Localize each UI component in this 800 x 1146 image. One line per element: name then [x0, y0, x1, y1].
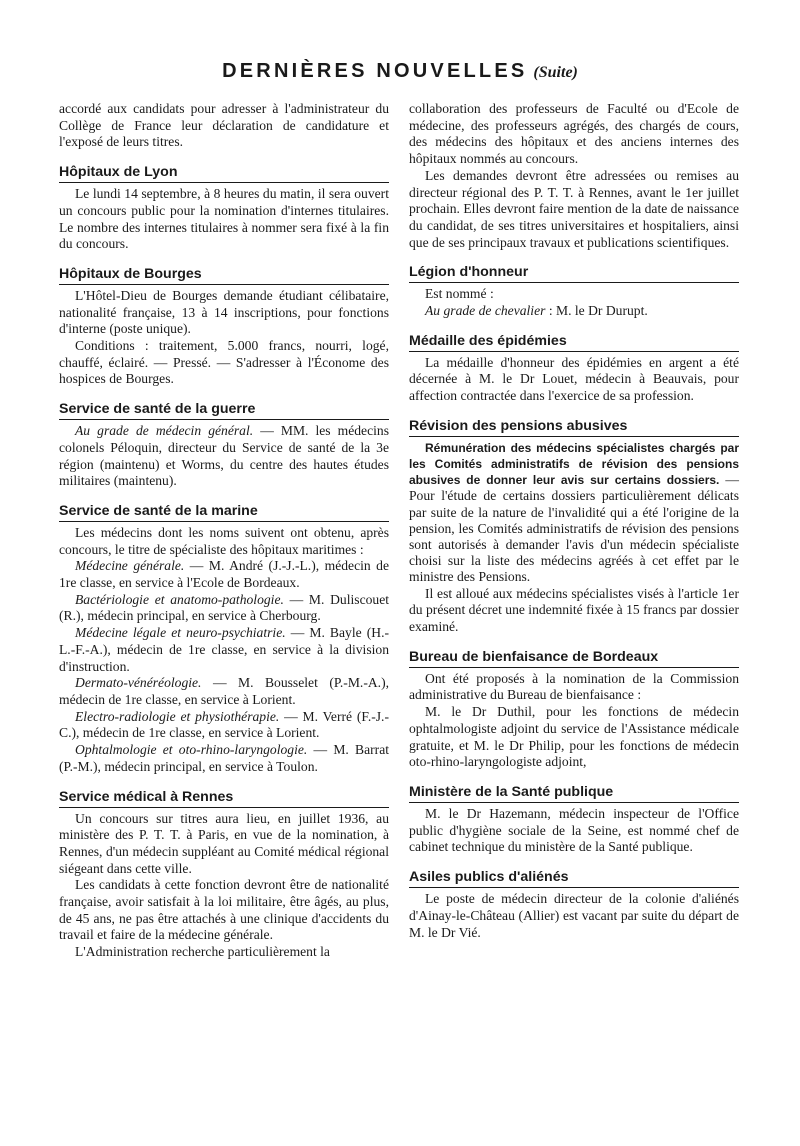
specialty-label: Electro-radiologie et physiothérapie. [75, 708, 280, 724]
specialty-text: — M. Bousselet (P.-M.-A.), médecin de 1re classe, en service à Lorient. [59, 675, 389, 707]
specialty-text: — M. Verré (F.-J.-C.), médecin de 1re classe, en service à Lorient. [59, 708, 389, 741]
specialty-label: Ophtalmologie et oto-rhino-laryngologie. [75, 742, 308, 758]
section-text: Ont été proposés à la nomination de la Commission administrative du Bureau de bienfaisance : [409, 670, 739, 703]
section-text: Le lundi 14 septembre, à 8 heures du matin, il sera ouvert un concours public pour la nomination d'internes titulaires. Le nombre des internes titulaires à nommer sera fixé à la fin du concours. [59, 186, 389, 252]
section-text: Les candidats à cette fonction devront être de nationalité française, avoir satisfait à la loi militaire, être âgés, au plus, de 45 ans, ne pas être attachés à une clinique d'accidents du travail et faire de la médecine générale. [59, 877, 389, 943]
section-heading: Service de santé de la marine [59, 503, 389, 522]
section-heading: Légion d'honneur [409, 264, 739, 283]
section-asiles-alienes [409, 869, 739, 941]
section-heading: Service de santé de la guerre [59, 401, 389, 420]
specialty-text: — M. Bayle (H.-L.-F.-A.), médecin de 1re classe, en service à la division d'instruction. [59, 625, 389, 674]
section-heading: Service médical à Rennes [59, 789, 389, 808]
page-header [0, 60, 800, 83]
section-heading: Ministère de la Santé publique [409, 784, 739, 803]
continued-paragraph: collaboration des professeurs de Faculté ou d'Ecole de médecine, des professeurs agrégés, des chargés de cours, des médecins des hôpitaux et des anciens internes des hôpitaux nommés au concours. [409, 101, 739, 167]
specialty-label: Bactériologie et anatomo-pathologie. [75, 591, 284, 607]
grade-text: — MM. les médecins colonels Péloquin, directeur du Service de santé de la 3e région (maintenu) et Worms, du centre des hautes études militaires (maintenu). [59, 423, 389, 489]
list-item [59, 742, 389, 775]
section-medaille-epidemies [409, 333, 739, 405]
section-text [409, 303, 739, 320]
grade-label: Au grade de chevalier [425, 303, 546, 319]
bold-lead: Rémunération des médecins spécialistes chargés par les Comités administratifs de révision des pensions abusives de donner leur avis sur certains dossiers. [409, 440, 739, 488]
section-hopitaux-lyon [59, 164, 389, 253]
section-text: La médaille d'honneur des épidémies en argent a été décernée à M. le Dr Louet, médecin à Beauvais, pour affection contractée dans l'exercice de sa profession. [409, 354, 739, 404]
lead-text: — Pour l'étude de certains dossiers particulièrement délicats par suite de la nature de l'invalidité qui a été l'origine de la pension, les Comités administratifs de révision des pensions sont autorisés à demander l'avis d'un médecin spécialiste choisi sur la liste des médecins agréés à cet effet par le ministre des Pensions. [409, 472, 739, 585]
specialty-text: — M. Barrat (P.-M.), médecin principal, en service à Toulon. [59, 742, 389, 774]
section-heading: Asiles publics d'aliénés [409, 869, 739, 888]
section-bureau-bienfaisance [409, 649, 739, 771]
section-text: Est nommé : [425, 286, 494, 302]
section-text [59, 423, 389, 490]
section-ministere-sante [409, 784, 739, 856]
list-item [59, 592, 389, 625]
section-text: Il est alloué aux médecins spécialistes visés à l'article 1er du présent décret une indemnité fixée à 15 francs par dossier examiné. [409, 585, 739, 635]
list-item [59, 675, 389, 708]
right-column [409, 101, 739, 941]
left-column [59, 101, 389, 961]
list-item [59, 558, 389, 591]
page-title: DERNIÈRES NOUVELLES [222, 60, 528, 82]
section-text: Conditions : traitement, 5.000 francs, nourri, logé, chauffé, éclairé. — Pressé. — S'adresser à l'Économe des hospices de Bourges. [59, 338, 389, 387]
section-sante-marine [59, 503, 389, 776]
grade-label: Au grade de médecin général. [75, 423, 254, 439]
section-hopitaux-bourges [59, 266, 389, 388]
specialty-label: Médecine légale et neuro-psychiatrie. [75, 625, 286, 641]
section-service-rennes [59, 789, 389, 961]
section-heading: Bureau de bienfaisance de Bordeaux [409, 649, 739, 668]
section-text: Un concours sur titres aura lieu, en juillet 1936, au ministère des P. T. T. à Paris, en vue de la nomination, à Rennes, d'un médecin suppléant au Comité médical régional siégeant dans cette ville. [59, 810, 389, 876]
section-revision-pensions [409, 418, 739, 636]
continued-paragraph: Les demandes devront être adressées ou remises au directeur régional des P. T. T. à Rennes, avant le 1er juillet prochain. Elles devront faire mention de la date de naissance du candidat, de ses titres universitaires et hospitaliers, ainsi que de ses principaux travaux et publications scientifiques. [409, 167, 739, 250]
section-text: M. le Dr Duthil, pour les fonctions de médecin ophtalmologiste adjoint du service de l'Assistance médicale gratuite, et M. le Dr Philip, pour les fonctions de médecin oto-rhino-laryngologiste adjoint, [409, 704, 739, 770]
section-text: L'Hôtel-Dieu de Bourges demande étudiant célibataire, nationalité française, 13 à 14 inscriptions, pour fonctions d'interne (poste unique). [59, 287, 389, 337]
section-heading: Hôpitaux de Bourges [59, 266, 389, 285]
section-legion-honneur [409, 264, 739, 319]
specialty-text: — M. Duliscouet (R.), médecin principal, en service à Cherbourg. [59, 591, 390, 624]
section-text [409, 440, 739, 586]
section-heading: Révision des pensions abusives [409, 418, 739, 437]
intro-paragraph: accordé aux candidats pour adresser à l'administrateur du Collège de France leur déclaration de candidature et l'exposé de leurs titres. [59, 101, 389, 150]
page-subtitle: (Suite) [533, 64, 578, 81]
section-text: Les médecins dont les noms suivent ont obtenu, après concours, le titre de spécialiste des hôpitaux maritimes : [59, 524, 389, 557]
list-item [59, 709, 389, 742]
specialty-text: — M. André (J.-J.-L.), médecin de 1re classe, en service à l'Ecole de Bordeaux. [59, 558, 389, 591]
section-text: Le poste de médecin directeur de la colonie d'aliénés d'Ainay-le-Château (Allier) est vacant par suite du départ de M. le Dr Vié. [409, 891, 739, 940]
specialty-label: Dermato-vénéréologie. [75, 675, 202, 691]
section-text: L'Administration recherche particulièrement la [75, 944, 330, 960]
section-sante-guerre [59, 401, 389, 490]
section-heading: Hôpitaux de Lyon [59, 164, 389, 183]
grade-text: : M. le Dr Durupt. [545, 303, 648, 319]
section-text: M. le Dr Hazemann, médecin inspecteur de l'Office public d'hygiène sociale de la Seine, est nommé chef de cabinet technique du ministère de la Santé publique. [409, 806, 739, 855]
specialty-label: Médecine générale. [75, 558, 185, 574]
list-item [59, 625, 389, 675]
section-heading: Médaille des épidémies [409, 333, 739, 352]
